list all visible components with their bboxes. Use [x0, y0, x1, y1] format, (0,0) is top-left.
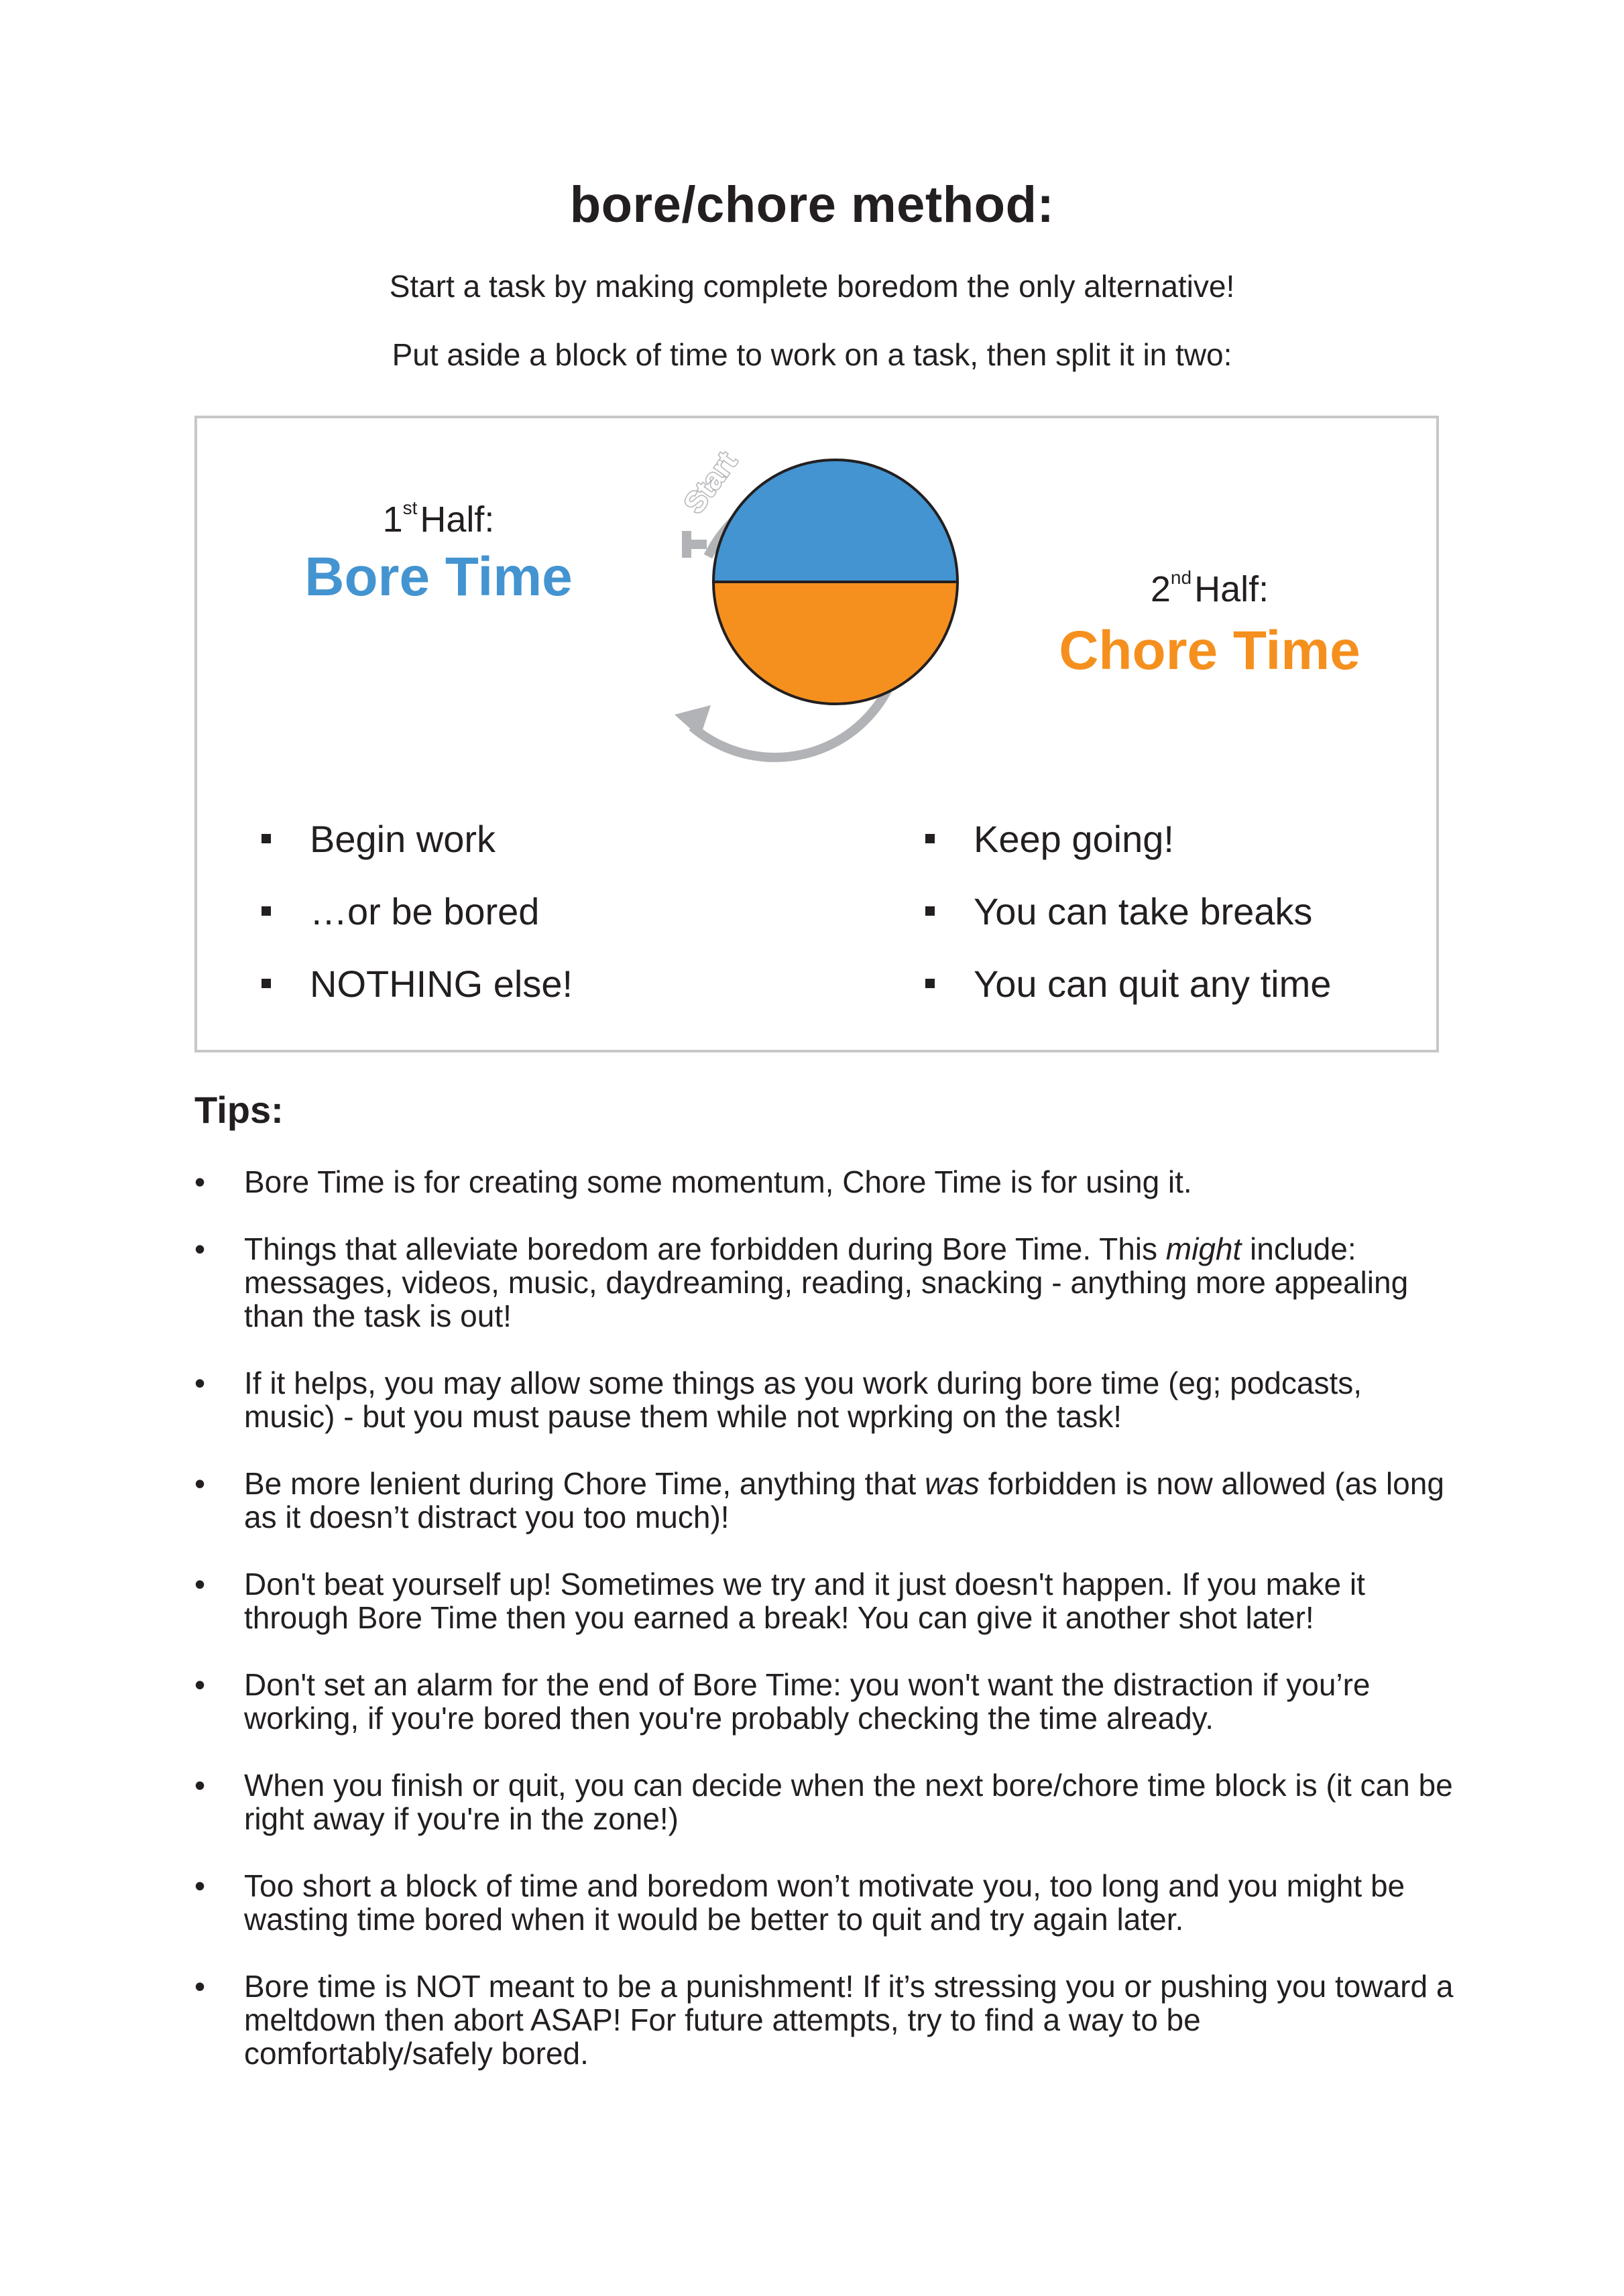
method-diagram-box [194, 416, 1439, 1052]
tip-text-post: forbidden is now allowed (as long as it doesn’t distract you too much)! [244, 1466, 1444, 1534]
square-bullet-icon [262, 979, 271, 988]
square-bullet-icon [925, 834, 935, 843]
chore-time-title: Chore Time [1059, 620, 1360, 681]
bore-chore-cycle-diagram [599, 438, 1002, 814]
tip-text: If it helps, you may allow some things as you work during bore time (eg; podcasts, music) - but you must pause them while not wprking on the task! [244, 1366, 1362, 1434]
bullet-icon: • [194, 1768, 206, 1803]
list-item-text: You can quit any time [974, 963, 1332, 1005]
square-bullet-icon [262, 906, 271, 916]
list-item [861, 965, 1331, 1038]
tip-text-pre: Things that alleviate boredom are forbidden during Bore Time. This [244, 1231, 1166, 1266]
tip-text: Too short a block of time and boredom won’t motivate you, too long and you might be wasting time bored when it would be better to quit and try again later. [244, 1868, 1405, 1937]
list-item-text: Keep going! [974, 818, 1174, 860]
tips-list [194, 1165, 1455, 2104]
chore-time-list [861, 818, 1332, 1038]
tip-text-post: include: messages, videos, music, daydreaming, reading, snacking - anything more appealing than the task is out! [244, 1231, 1409, 1333]
square-bullet-icon [925, 979, 935, 988]
tip-text-pre: Be more lenient during Chore Time, anything that [244, 1466, 925, 1501]
tip-item [194, 1869, 1455, 1936]
bullet-icon: • [194, 1969, 206, 2004]
tip-item [194, 1165, 1455, 1199]
tip-text: When you finish or quit, you can decide when the next bore/chore time block is (it can be right away if you're in the zone!) [244, 1768, 1453, 1836]
list-item [197, 818, 573, 893]
list-item-text: You can take breaks [974, 890, 1313, 932]
tip-item [194, 1232, 1455, 1333]
tip-emphasis: was [925, 1466, 980, 1501]
first-half-label-text: Half: [420, 499, 495, 540]
square-bullet-icon [925, 906, 935, 916]
first-half-ordinal-num: 1 [382, 499, 403, 540]
square-bullet-icon [262, 834, 271, 843]
bullet-icon: • [194, 1231, 206, 1266]
first-half-ordinal-suffix: st [402, 497, 418, 518]
page-title: bore/chore method: [569, 176, 1055, 233]
bore-time-list [197, 818, 573, 1038]
tip-text: Don't set an alarm for the end of Bore Time: you won't want the distraction if you’re working, if you're bored then you're probably checking the time already. [244, 1667, 1371, 1736]
tips-heading: Tips: [194, 1089, 284, 1131]
tip-item [194, 1668, 1455, 1735]
tip-emphasis: might [1165, 1231, 1242, 1266]
bullet-icon: • [194, 1466, 206, 1501]
intro-line-1: Start a task by making complete boredom the only alternative! [389, 269, 1235, 304]
tip-item [194, 1467, 1455, 1534]
tip-text: Don't beat yourself up! Sometimes we try and it just doesn't happen. If you make it through Bore Time then you earned a break! You can give it another shot later! [244, 1567, 1365, 1635]
list-item-text: Begin work [310, 818, 496, 860]
start-label: Start [677, 445, 744, 520]
bore-time-title: Bore Time [304, 546, 573, 607]
tip-text: Bore time is NOT meant to be a punishment! If it’s stressing you or pushing you toward a meltdown then abort ASAP! For future attempts, try to find a way to be comfortably/safely bored. [244, 1969, 1454, 2071]
tip-item [194, 1970, 1455, 2070]
list-item-text: …or be bored [310, 890, 540, 932]
intro-line-2: Put aside a block of time to work on a task, then split it in two: [392, 337, 1232, 372]
bullet-icon: • [194, 1366, 206, 1400]
second-half-ordinal-suffix: nd [1170, 567, 1192, 588]
list-item [861, 818, 1331, 893]
list-item [197, 890, 573, 965]
first-half-label [264, 497, 613, 540]
chore-time-half-circle [713, 582, 958, 704]
tip-item [194, 1366, 1455, 1433]
second-half-ordinal-num: 2 [1150, 569, 1171, 609]
second-half-label-text: Half: [1194, 569, 1269, 609]
bullet-icon: • [194, 1164, 206, 1199]
tip-item [194, 1567, 1455, 1634]
bullet-icon: • [194, 1868, 206, 1903]
bore-time-half-circle [713, 460, 958, 582]
bullet-icon: • [194, 1567, 206, 1602]
list-item-text: NOTHING else! [310, 963, 573, 1005]
tip-text: Bore Time is for creating some momentum, Chore Time is for using it. [244, 1164, 1192, 1199]
bullet-icon: • [194, 1667, 206, 1702]
second-half-label [1035, 567, 1384, 609]
tip-item [194, 1768, 1455, 1835]
list-item [197, 965, 573, 1038]
list-item [861, 890, 1331, 965]
